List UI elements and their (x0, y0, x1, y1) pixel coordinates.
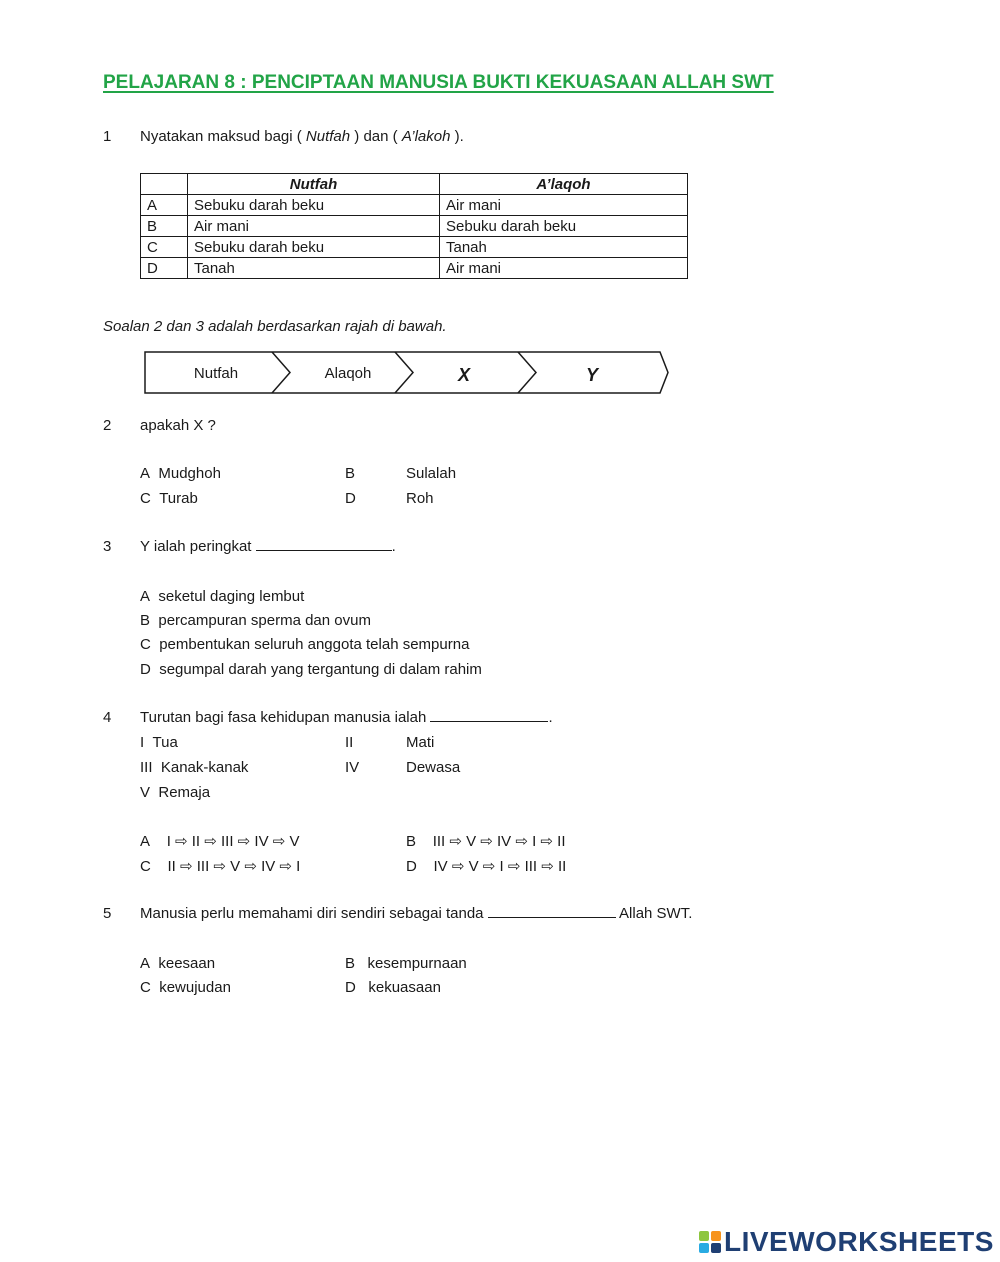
table-cell-nutfah: Air mani (188, 216, 440, 237)
option-text: percampuran sperma dan ovum (158, 612, 371, 629)
q1-term-nutfah: Nutfah (305, 128, 351, 145)
table-cell-nutfah: Sebuku darah beku (188, 195, 440, 216)
q3-option-d[interactable] (140, 661, 482, 678)
option-text: kesempurnaan (367, 955, 467, 972)
q5-number: 5 (103, 905, 112, 922)
q2-option-d-text[interactable]: Roh (406, 490, 434, 507)
q4-item-i (140, 734, 178, 751)
q5-answer-blank[interactable] (488, 905, 616, 918)
q1-text (140, 128, 464, 145)
q5-option-a[interactable] (140, 955, 215, 972)
diagram-instruction: Soalan 2 dan 3 adalah berdasarkan rajah di bawah. (103, 318, 447, 335)
table-header-alaqoh: A’laqoh (440, 174, 688, 195)
liveworksheets-brand[interactable]: LIVEWORKSHEETS (724, 1226, 994, 1257)
option-text: III ⇨ V ⇨ IV ⇨ I ⇨ II (432, 833, 566, 850)
page-title: PELAJARAN 8 : PENCIPTAAN MANUSIA BUKTI KEKUASAAN ALLAH SWT (103, 72, 774, 93)
option-text: Mudghoh (158, 465, 221, 482)
q4-option-b[interactable] (406, 832, 565, 850)
diagram-step-nutfah: Nutfah (193, 365, 239, 382)
table-row[interactable] (141, 237, 688, 258)
item-numeral: V (140, 784, 151, 801)
q2-text: apakah X ? (140, 417, 216, 434)
option-text: keesaan (158, 955, 216, 972)
option-text: kewujudan (159, 979, 231, 996)
table-cell-nutfah: Tanah (188, 258, 440, 279)
diagram-step-alaqoh: Alaqoh (324, 365, 372, 382)
q2-option-d-letter[interactable]: D (345, 490, 356, 507)
q4-item-iv-numeral: IV (345, 759, 360, 776)
item-numeral: III (140, 759, 153, 776)
table-header-blank (141, 174, 188, 195)
q4-text: Turutan bagi fasa kehidupan manusia ialah (140, 709, 427, 726)
q3-number: 3 (103, 538, 112, 555)
option-letter: D (345, 979, 356, 996)
item-text: Kanak-kanak (160, 759, 249, 776)
table-cell-alaqoh: Sebuku darah beku (440, 216, 688, 237)
q3-option-a[interactable] (140, 588, 304, 605)
q2-option-a[interactable] (140, 465, 221, 482)
q4-option-d[interactable] (406, 857, 566, 875)
q4-option-c[interactable] (140, 857, 300, 875)
table-cell-letter: C (141, 237, 188, 258)
q3-option-c[interactable] (140, 636, 469, 653)
diagram-step-x: X (457, 365, 471, 385)
q2-number: 2 (103, 417, 112, 434)
option-text: II ⇨ III ⇨ V ⇨ IV ⇨ I (167, 858, 301, 875)
q4-option-a[interactable] (140, 832, 299, 850)
option-letter: D (406, 858, 417, 875)
option-letter: C (140, 979, 151, 996)
q5-text: Manusia perlu memahami diri sendiri sebagai tanda (140, 905, 484, 922)
q3-option-b[interactable] (140, 612, 371, 629)
item-numeral: I (140, 734, 145, 751)
q4-end: . (548, 709, 553, 726)
option-letter: A (140, 955, 151, 972)
option-letter: B (345, 955, 356, 972)
q4-item-iii (140, 759, 248, 776)
q4-answer-blank[interactable] (430, 709, 548, 722)
q1-answer-table (140, 173, 688, 279)
q3-answer-blank[interactable] (256, 538, 392, 551)
q4-number: 4 (103, 709, 112, 726)
table-cell-nutfah: Sebuku darah beku (188, 237, 440, 258)
diagram-step-y: Y (585, 365, 599, 385)
q1-text-mid: ) dan ( (350, 128, 402, 145)
item-text: Remaja (158, 784, 211, 801)
option-text: I ⇨ II ⇨ III ⇨ IV ⇨ V (166, 833, 300, 850)
q2-option-b-letter[interactable]: B (345, 465, 356, 482)
option-letter: B (406, 833, 417, 850)
table-header-nutfah: Nutfah (188, 174, 440, 195)
option-letter: A (140, 588, 151, 605)
q1-term-alakoh: A’lakoh (401, 128, 451, 145)
table-row[interactable] (141, 258, 688, 279)
q3-text-line (140, 538, 396, 555)
option-letter: A (140, 833, 151, 850)
q2-option-b-text[interactable]: Sulalah (406, 465, 457, 482)
q4-text-line (140, 709, 553, 726)
option-letter: C (140, 858, 151, 875)
option-text: pembentukan seluruh anggota telah sempurna (159, 636, 470, 653)
item-text: Tua (152, 734, 178, 751)
option-letter: C (140, 636, 151, 653)
option-letter: D (140, 661, 151, 678)
option-letter: C (140, 490, 151, 507)
table-cell-letter: A (141, 195, 188, 216)
table-cell-alaqoh: Air mani (440, 195, 688, 216)
q3-end: . (391, 538, 396, 555)
q5-option-d[interactable] (345, 979, 441, 996)
table-cell-letter: D (141, 258, 188, 279)
stage-diagram (140, 350, 672, 396)
table-row[interactable] (141, 195, 688, 216)
table-row[interactable] (141, 216, 688, 237)
q1-number: 1 (103, 128, 112, 145)
q5-option-b[interactable] (345, 955, 467, 972)
q1-text-end: ). (450, 128, 464, 145)
table-cell-alaqoh: Air mani (440, 258, 688, 279)
q4-item-ii-numeral: II (345, 734, 354, 751)
option-letter: B (140, 612, 151, 629)
option-letter: A (140, 465, 151, 482)
q4-item-iv-text: Dewasa (406, 759, 461, 776)
option-text: kekuasaan (368, 979, 441, 996)
q2-option-c[interactable] (140, 490, 198, 507)
q5-text-line (140, 905, 692, 922)
q4-item-v (140, 784, 210, 801)
option-text: Turab (159, 490, 198, 507)
table-header-row (141, 174, 688, 195)
option-text: seketul daging lembut (158, 588, 305, 605)
q1-text-before: Nyatakan maksud bagi ( (140, 128, 306, 145)
option-text: IV ⇨ V ⇨ I ⇨ III ⇨ II (433, 858, 567, 875)
q5-option-c[interactable] (140, 979, 231, 996)
table-cell-letter: B (141, 216, 188, 237)
q5-end: Allah SWT. (619, 905, 693, 922)
option-text: segumpal darah yang tergantung di dalam rahim (159, 661, 482, 678)
table-cell-alaqoh: Tanah (440, 237, 688, 258)
q4-item-ii-text: Mati (406, 734, 435, 751)
q3-text: Y ialah peringkat (140, 538, 252, 555)
liveworksheets-logo-icon (698, 1226, 722, 1258)
